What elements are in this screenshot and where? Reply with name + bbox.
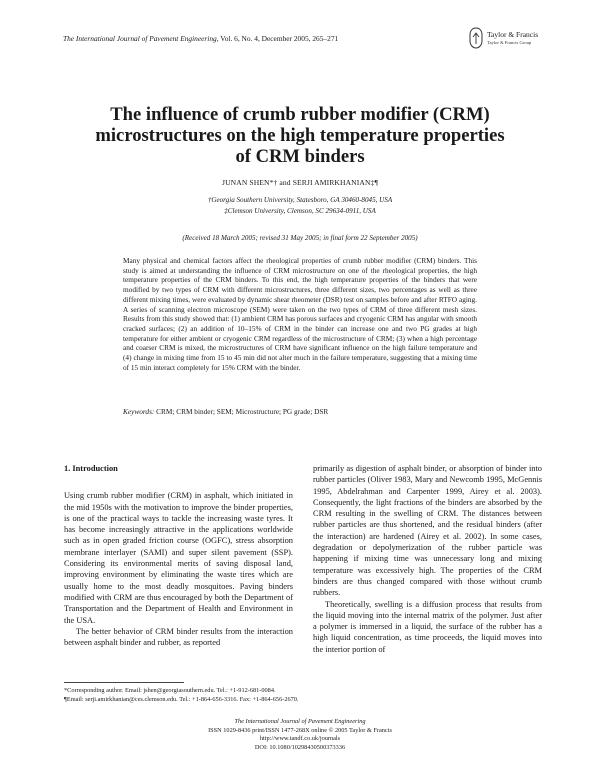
received-dates: (Received 18 March 2005; revised 31 May 2005; in final form 22 September 2005) [182, 234, 418, 242]
publisher-logo [468, 27, 554, 53]
page-footer [60, 718, 540, 753]
publisher-brand: Taylor & Francis [487, 30, 539, 39]
running-head-journal: The International Journal of Pavement Engineering [63, 34, 217, 43]
keywords [123, 407, 477, 416]
footnotes [64, 686, 544, 704]
footer-issn: ISSN 1029-8436 print/ISSN 1477-268X online © 2005 Taylor & Francis [208, 726, 392, 734]
running-head [63, 34, 338, 43]
footer-url: http://www.tandf.co.uk/journals [259, 735, 341, 743]
section-heading: 1. Introduction [64, 464, 118, 473]
footer-doi: DOI: 10.1080/10298430500373336 [254, 744, 346, 752]
right-column [313, 463, 542, 655]
title-line-2: microstructures on the high temperature properties [95, 125, 505, 146]
footer-journal: The International Journal of Pavement Engineering [234, 718, 366, 725]
body-paragraph: The better behavior of CRM binder results from the interaction between asphalt binder and rubber, as reported [64, 626, 293, 648]
affiliation-1: †Georgia Southern University, Statesboro, GA 30460-8045, USA [207, 196, 393, 204]
footnote: ¶Email: serji.amirkhanian@ces.clemson.edu. Tel.: +1-864-656-3316. Fax: +1-864-656-2670. [64, 696, 299, 703]
body-paragraph: Using crumb rubber modifier (CRM) in asphalt, which initiated in the mid 1950s with the motivation to improve the binder properties, is one of the practical ways to tackle the increasing waste tyres. It has become increasingly attractive in the applications worldwide such as in open graded friction course (OGFC), stress absorption membrane interlayer (SAMI) and super silent pavement (SSP). Considering its environmental merits of saving disposal land, improving environment by eliminating the waste tires which are usually home to the most deadly mosquitoes. Paving binders modified with CRM are thus encouraged by both the Department of Transportation and the Department of Health and Environment in the USA. [64, 491, 293, 625]
body-paragraph: Theoretically, swelling is a diffusion process that results from the liquid moving into the internal matrix of the polymer. Just after a polymer is immersed in a liquid, the surface of the rubber has a high liquid concentration, as time proceeds, the liquid moves into the interior portion of [313, 599, 542, 654]
footnote: *Corresponding author. Email: jshen@georgiasouthern.edu. Tel.: +1-912-681-0084. [64, 687, 276, 694]
abstract: Many physical and chemical factors affect the rheological properties of crumb rubber modifier (CRM) binders. This study is aimed at understanding the influence of CRM microstructure on one of the rheological properties, the high temperature properties of the CRM binders. To this end, the high temperature properties of the binders that were modified by two types of CRM with different microstructures, three different sizes, two percentages as well as three different mixing times, were evaluated by dynamic shear rheometer (DSR) test on samples before and after RTFO aging. A series of scanning electron microscope (SEM) were taken on the two types of CRM of three different mesh sizes. Results from this study showed that: (1) ambient CRM has porous surfaces and cryogenic CRM has angular with smooth cracked surfaces; (2) an addition of 10–15% of CRM in the binder can increase one and two PG grades at high temperature for either ambient or cryogenic CRM regardless of the microstructure of CRM; (3) when a high percentage and coarser CRM is mixed, the microstructures of CRM have significant influence on the high failure temperature and (4) change in mixing time from 15 to 45 min did not alter much in the failure temperature, suggesting that a mixing time of 15 min interact completely for 15% CRM with the binder. [123, 256, 477, 372]
footnote-divider [64, 682, 184, 683]
body-paragraph: primarily as digestion of asphalt binder, or absorption of binder into rubber particles (Oliver 1983, Mary and Newcomb 1995, McGennis 1995, Abdelrahman and Carpenter 1999, Airey et al. 2003). Consequently, the light fractions of the binders are absorbed by the CRM resulting in the swelling of CRM. The distances between rubber particles are thus shortened, and the residual binders (after the interaction) are hardened (Airey et al. 2002). In some cases, degradation or depolymerization of the rubber particle was happening if mixing time was unnecessary long and mixing temperature was excessively high. The properties of the CRM binders are thus changed compared with those without crumb rubbers. [313, 464, 542, 598]
affiliation-2: ‡Clemson University, Clemson, SC 29634-0911, USA [224, 207, 376, 215]
title-line-1: The influence of crumb rubber modifier (CRM) [110, 104, 490, 125]
publisher-sub: Taylor & Francis Group [487, 40, 532, 45]
running-head-citation: , Vol. 6, No. 4, December 2005, 265–271 [216, 34, 339, 43]
keywords-text: CRM; CRM binder; SEM; Microstructure; PG grade; DSR [154, 407, 329, 416]
authors: JUNAN SHEN*† and SERJI AMIRKHANIAN‡¶ [222, 178, 378, 187]
title-line-3: of CRM binders [235, 146, 365, 167]
keywords-label: Keywords: [123, 407, 155, 416]
publisher-mark-icon [468, 27, 484, 49]
left-column [64, 463, 293, 648]
paper-title [60, 104, 540, 167]
